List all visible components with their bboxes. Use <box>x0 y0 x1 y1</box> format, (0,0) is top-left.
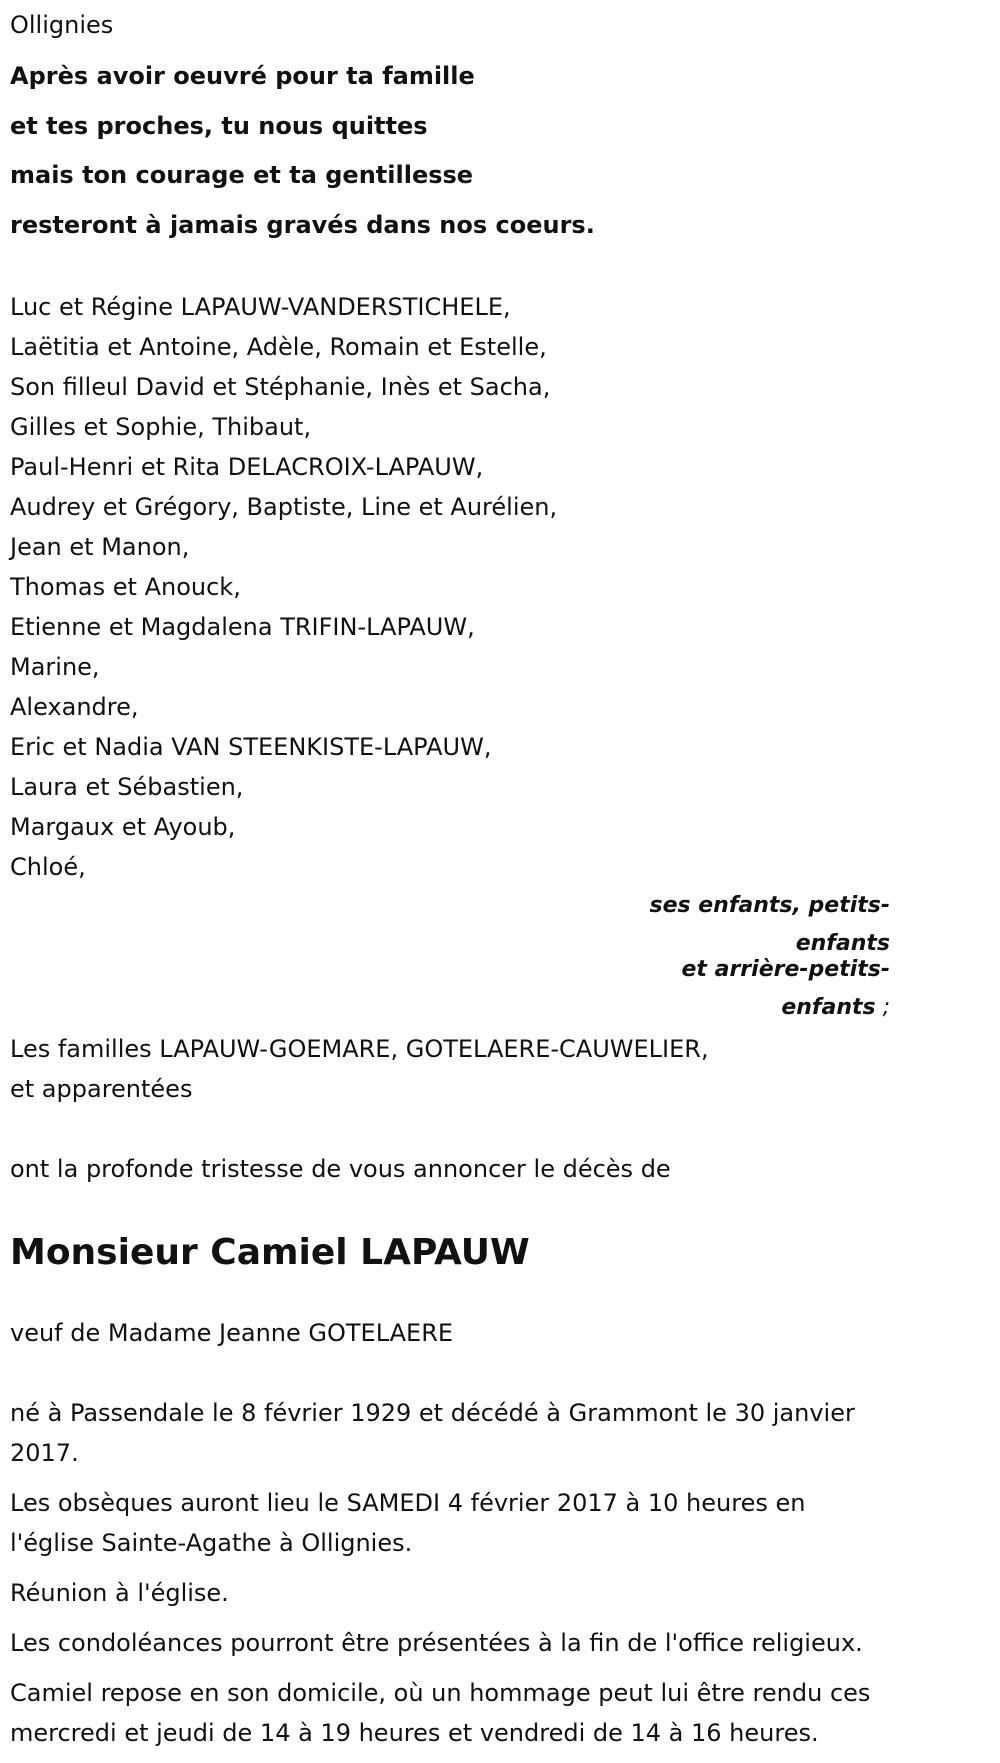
family-line: Paul-Henri et Rita DELACROIX-LAPAUW, <box>10 453 484 481</box>
relation-text: et arrière-petits-enfants <box>681 957 890 1020</box>
visitation-info: Camiel repose en son domicile, où un hommage peut lui être rendu ces mercredi et jeudi de 14 à 19 heures et vendredi de 14 à 16 heures. <box>10 1679 871 1747</box>
family-line: Marine, <box>10 653 100 681</box>
place-name: Ollignies <box>10 11 114 39</box>
funeral-details <box>10 1393 890 1753</box>
family-line: Gilles et Sophie, Thibaut, <box>10 413 312 441</box>
funeral-info: Les obsèques auront lieu le SAMEDI 4 février 2017 à 10 heures en l'église Sainte-Agathe à Ollignies. <box>10 1489 806 1557</box>
family-line: Chloé, <box>10 853 86 881</box>
family-relation <box>10 887 890 1027</box>
birth-death-info: né à Passendale le 8 février 1929 et décédé à Grammont le 30 janvier 2017. <box>10 1399 855 1467</box>
family-line: Luc et Régine LAPAUW-VANDERSTICHELE, <box>10 293 511 321</box>
family-line: Etienne et Magdalena TRIFIN-LAPAUW, <box>10 613 475 641</box>
family-line: Thomas et Anouck, <box>10 573 241 601</box>
family-line: Eric et Nadia VAN STEENKISTE-LAPAUW, <box>10 733 492 761</box>
spouse-line: veuf de Madame Jeanne GOTELAERE <box>10 1319 454 1347</box>
meeting-info: Réunion à l'église. <box>10 1579 229 1607</box>
extended-family <box>10 1029 890 1109</box>
extended-family-line: et apparentées <box>10 1075 193 1103</box>
family-line: Laëtitia et Antoine, Adèle, Romain et Estelle, <box>10 333 547 361</box>
family-line: Audrey et Grégory, Baptiste, Line et Aurélien, <box>10 493 558 521</box>
relation-line-children: ses enfants, petits-enfants <box>649 893 890 956</box>
family-line: Son filleul David et Stéphanie, Inès et Sacha, <box>10 373 551 401</box>
epitaph-line: mais ton courage et ta gentillesse <box>10 161 474 189</box>
relation-punctuation: ; <box>875 995 890 1020</box>
family-list <box>10 287 890 887</box>
family-line: Alexandre, <box>10 693 139 721</box>
relation-line-great-grandchildren <box>630 951 890 1027</box>
epitaph-line: et tes proches, tu nous quittes <box>10 111 428 140</box>
condolences-info: Les condoléances pourront être présentées à la fin de l'office religieux. <box>10 1629 863 1657</box>
epitaph <box>10 52 890 250</box>
deceased-name: Monsieur Camiel LAPAUW <box>10 1232 530 1273</box>
obituary-notice <box>10 0 890 1763</box>
epitaph-line: resteront à jamais gravés dans nos coeurs. <box>10 210 595 239</box>
announcement: ont la profonde tristesse de vous annoncer le décès de <box>10 1155 671 1183</box>
family-line: Laura et Sébastien, <box>10 773 244 801</box>
family-line: Margaux et Ayoub, <box>10 813 236 841</box>
epitaph-line: Après avoir oeuvré pour ta famille <box>10 62 475 90</box>
extended-family-line: Les familles LAPAUW-GOEMARE, GOTELAERE-CAUWELIER, <box>10 1035 709 1063</box>
family-line: Jean et Manon, <box>10 533 190 561</box>
